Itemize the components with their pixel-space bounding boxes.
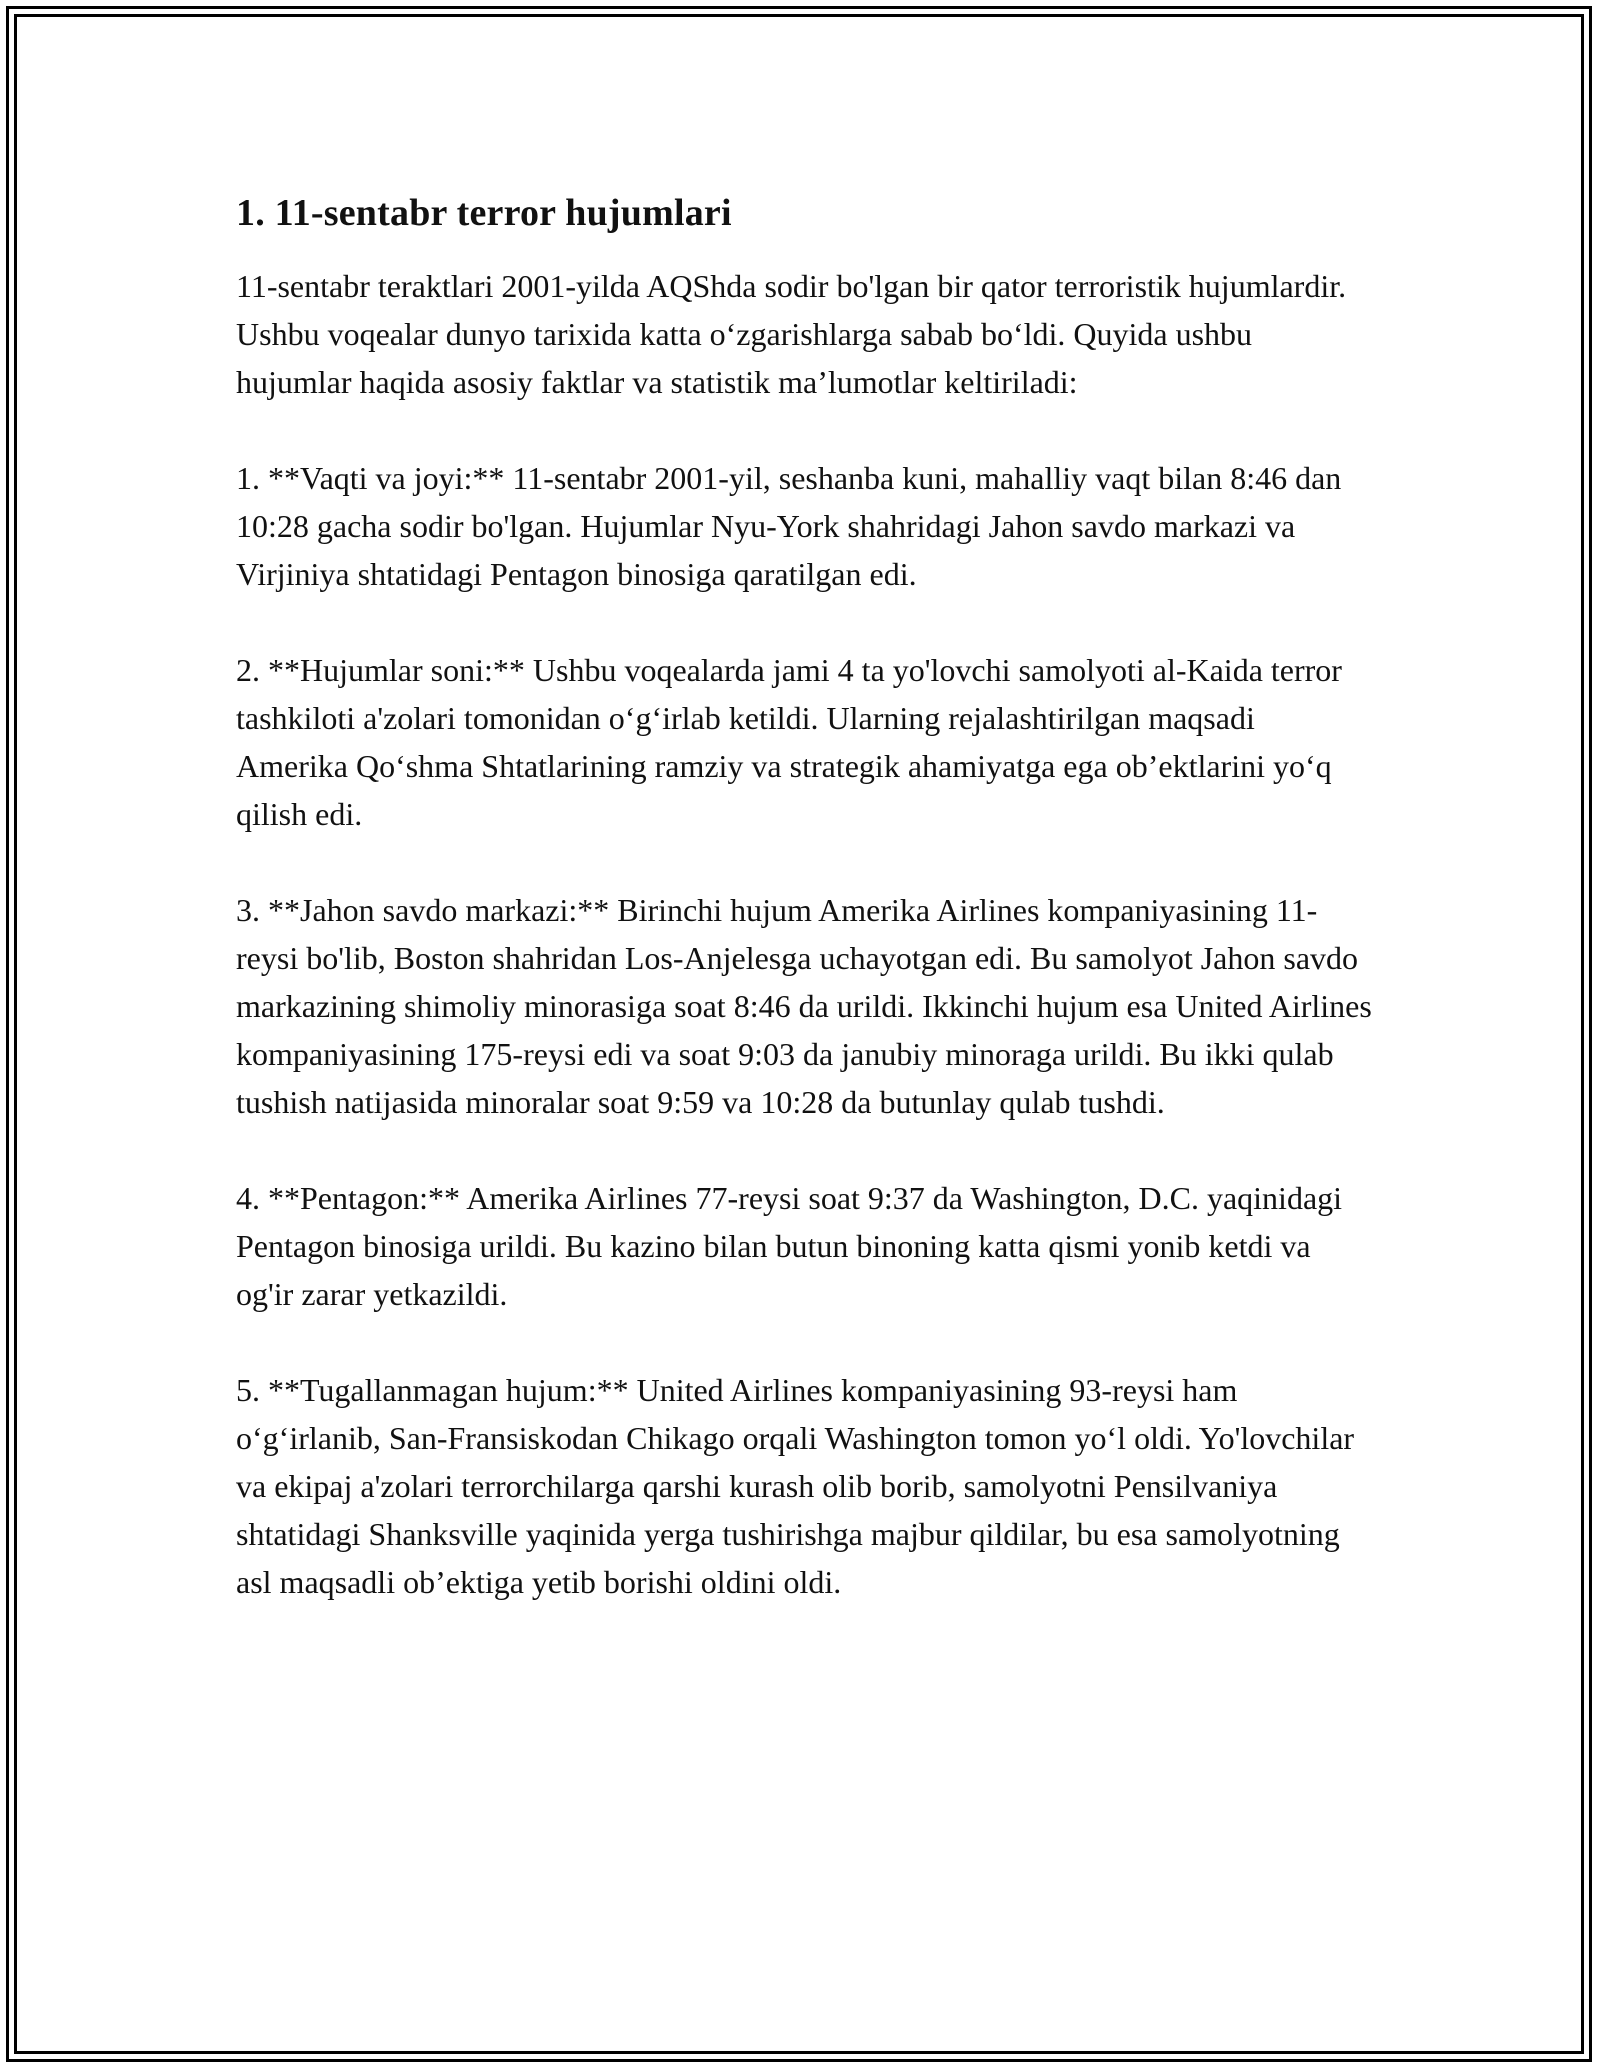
paragraph-world-trade-center: 3. **Jahon savdo markazi:** Birinchi hujum Amerika Airlines kompaniyasining 11-reysi bo'lib, Boston shahridan Los-Anjelesga uchayotgan edi. Bu samolyot Jahon savdo markazining shimoliy minorasiga soat 8:46 da urildi. Ikkinchi hujum esa United Airlines kompaniyasining 175-reysi edi va soat 9:03 da janubiy minoraga urildi. Bu ikki qulab tushish natijasida minoralar soat 9:59 va 10:28 da butunlay qulab tushdi. [236,892,1372,1120]
paragraph-number-of-attacks: 2. **Hujumlar soni:** Ushbu voqealarda jami 4 ta yo'lovchi samolyoti al-Kaida terror tashkiloti a'zolari tomonidan oʻgʻirlab ketildi. Ularning rejalashtirilgan maqsadi Amerika Qoʻshma Shtatlarining ramziy va strategik ahamiyatga ega obʼektlarini yoʻq qilish edi. [236,652,1342,832]
paragraph-time-and-place: 1. **Vaqti va joyi:** 11-sentabr 2001-yil, seshanba kuni, mahalliy vaqt bilan 8:46 dan 10:28 gacha sodir bo'lgan. Hujumlar Nyu-York shahridagi Jahon savdo markazi va Virjiniya shtatidagi Pentagon binosiga qaratilgan edi. [236,460,1342,592]
paragraph-unfinished-attack: 5. **Tugallanmagan hujum:** United Airlines kompaniyasining 93-reysi ham oʻgʻirlanib, San-Fransiskodan Chikago orqali Washington tomon yoʻl oldi. Yo'lovchilar va ekipaj a'zolari terrorchilarga qarshi kurash olib borib, samolyotni Pensilvaniya shtatidagi Shanksville yaqinida yerga tushirishga majbur qildilar, bu esa samolyotning asl maqsadli obʼektiga yetib borishi oldini oldi. [236,1372,1355,1600]
paragraph-pentagon: 4. **Pentagon:** Amerika Airlines 77-reysi soat 9:37 da Washington, D.C. yaqinidagi Pentagon binosiga urildi. Bu kazino bilan butun binoning katta qismi yonib ketdi va og'ir zarar yetkazildi. [236,1180,1343,1312]
document-body [236,186,1372,1654]
document-heading: 1. 11-sentabr terror hujumlari [236,192,732,234]
intro-paragraph: 11-sentabr teraktlari 2001-yilda AQShda sodir bo'lgan bir qator terroristik hujumlardir. Ushbu voqealar dunyo tarixida katta oʻzgarishlarga sabab boʻldi. Quyida ushbu hujumlar haqida asosiy faktlar va statistik maʼlumotlar keltiriladi: [236,268,1347,400]
